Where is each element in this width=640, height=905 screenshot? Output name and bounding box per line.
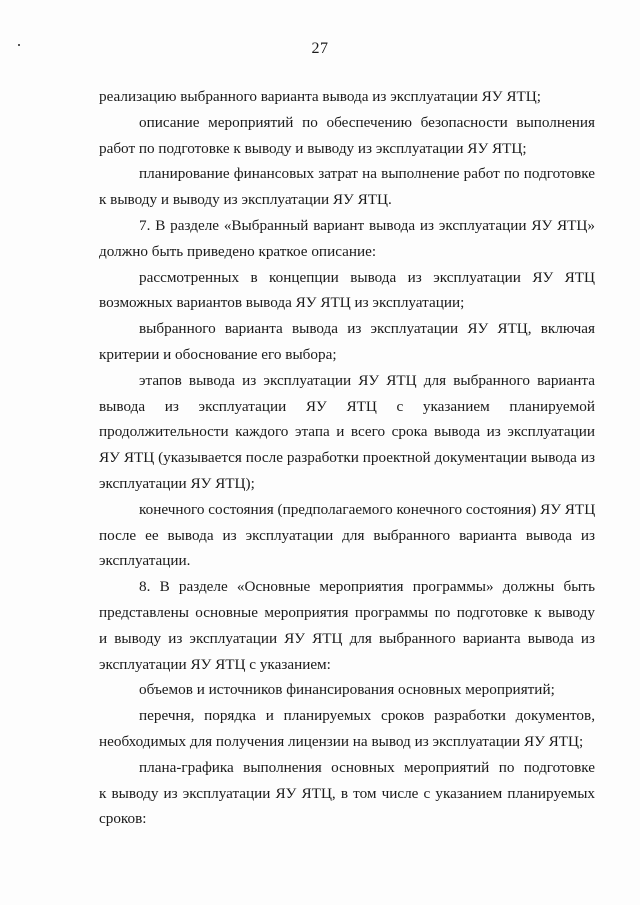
text-line: перечня, порядка и планируемых сроков разработки документов, (139, 707, 595, 725)
text-line: конечного состояния (предполагаемого конечного состояния) ЯУ ЯТЦ (139, 500, 596, 518)
text-line: необходимых для получения лицензии на вывод из эксплуатации ЯУ ЯТЦ; (99, 732, 584, 750)
text-line: 7. В разделе «Выбранный вариант вывода из эксплуатации ЯУ ЯТЦ» (139, 216, 595, 234)
text-line: к выводу и выводу из эксплуатации ЯУ ЯТЦ. (99, 191, 392, 209)
text-line: реализацию выбранного варианта вывода из эксплуатации ЯУ ЯТЦ; (99, 88, 541, 105)
text-line: возможных вариантов вывода ЯУ ЯТЦ из эксплуатации; (99, 294, 465, 312)
text-line: ЯУ ЯТЦ (указывается после разработки проектной документации вывода из (99, 449, 595, 467)
text-line: критерии и обоснование его выбора; (99, 345, 337, 363)
text-line: после ее вывода из эксплуатации для выбранного варианта вывода из (99, 526, 595, 544)
text-line: представлены основные мероприятия программы по подготовке к выводу (99, 603, 595, 621)
text-line: плана-графика выполнения основных мероприятий по подготовке (139, 758, 595, 776)
document-body (99, 84, 595, 832)
text-line: выбранного варианта вывода из эксплуатации ЯУ ЯТЦ, включая (139, 320, 595, 338)
text-line: планирование финансовых затрат на выполнение работ по подготовке (139, 165, 595, 183)
text-line: эксплуатации. (99, 552, 191, 570)
page-number: 27 (311, 40, 329, 57)
text-line: эксплуатации ЯУ ЯТЦ); (99, 474, 255, 492)
text-line: продолжительности каждого этапа и всего срока вывода из эксплуатации (99, 423, 595, 441)
text-line: описание мероприятий по обеспечению безопасности выполнения (139, 113, 595, 131)
text-line: рассмотренных в концепции вывода из эксплуатации ЯУ ЯТЦ (139, 268, 595, 286)
text-line: работ по подготовке к выводу и выводу из эксплуатации ЯУ ЯТЦ; (99, 139, 527, 157)
text-line: к выводу из эксплуатации ЯУ ЯТЦ, в том числе с указанием планируемых (99, 784, 595, 802)
text-line: 8. В разделе «Основные мероприятия программы» должны быть (139, 578, 595, 596)
text-line: и выводу из эксплуатации ЯУ ЯТЦ для выбранного варианта вывода из (99, 629, 595, 647)
text-line: сроков: (99, 810, 147, 828)
text-line: объемов и источников финансирования основных мероприятий; (139, 681, 555, 699)
text-line: вывода из эксплуатации ЯУ ЯТЦ с указанием планируемой (99, 397, 595, 415)
text-line: эксплуатации ЯУ ЯТЦ с указанием: (99, 655, 331, 673)
text-line: этапов вывода из эксплуатации ЯУ ЯТЦ для выбранного варианта (139, 371, 595, 389)
text-line: должно быть приведено краткое описание: (99, 242, 377, 260)
